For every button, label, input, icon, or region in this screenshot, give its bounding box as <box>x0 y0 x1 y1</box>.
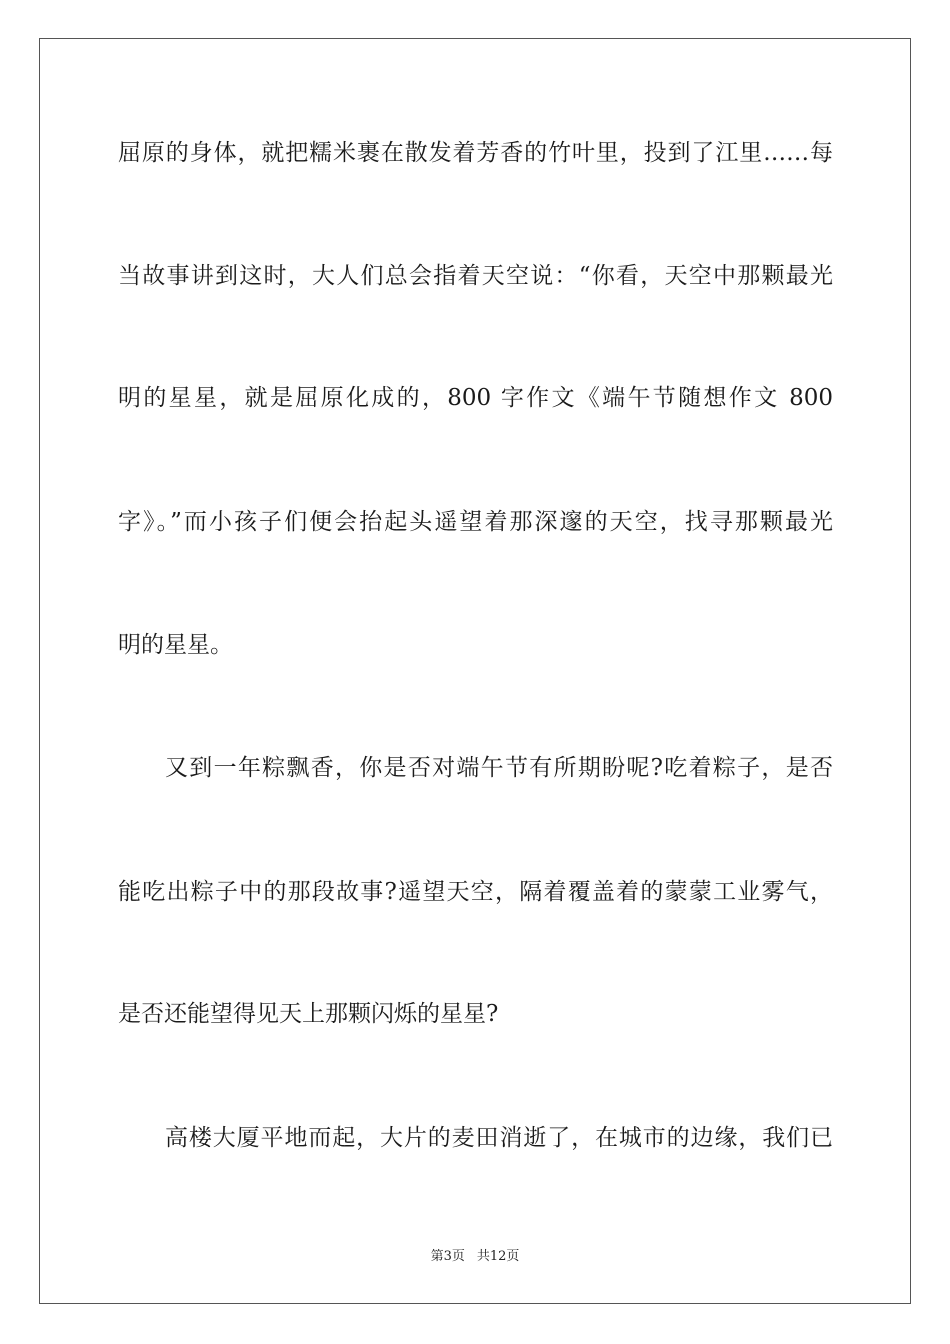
paragraph-line: 能吃出粽子中的那段故事?遥望天空，隔着覆盖着的蒙蒙工业雾气， <box>118 879 833 905</box>
page-footer <box>0 1248 950 1266</box>
paragraph-line: 屈原的身体，就把糯米裹在散发着芳香的竹叶里，投到了江里……每 <box>118 140 833 166</box>
page-number: 第3页 <box>430 1249 465 1264</box>
paragraph-line: 又到一年粽飘香，你是否对端午节有所期盼呢?吃着粽子，是否 <box>165 755 833 781</box>
paragraph-line: 当故事讲到这时，大人们总会指着天空说：“你看，天空中那颗最光 <box>118 263 833 289</box>
paragraph-line: 高楼大厦平地而起，大片的麦田消逝了，在城市的边缘，我们已 <box>165 1125 833 1151</box>
paragraph-line: 字》。”而小孩子们便会抬起头遥望着那深邃的天空，找寻那颗最光 <box>118 509 833 535</box>
paragraph-line: 明的星星，就是屈原化成的，800 字作文《端午节随想作文 800 <box>118 385 833 411</box>
page-border <box>39 38 911 1304</box>
page-total: 共12页 <box>476 1249 520 1264</box>
paragraph-line: 明的星星。 <box>118 632 233 658</box>
paragraph-line: 是否还能望得见天上那颗闪烁的星星? <box>118 1001 499 1027</box>
